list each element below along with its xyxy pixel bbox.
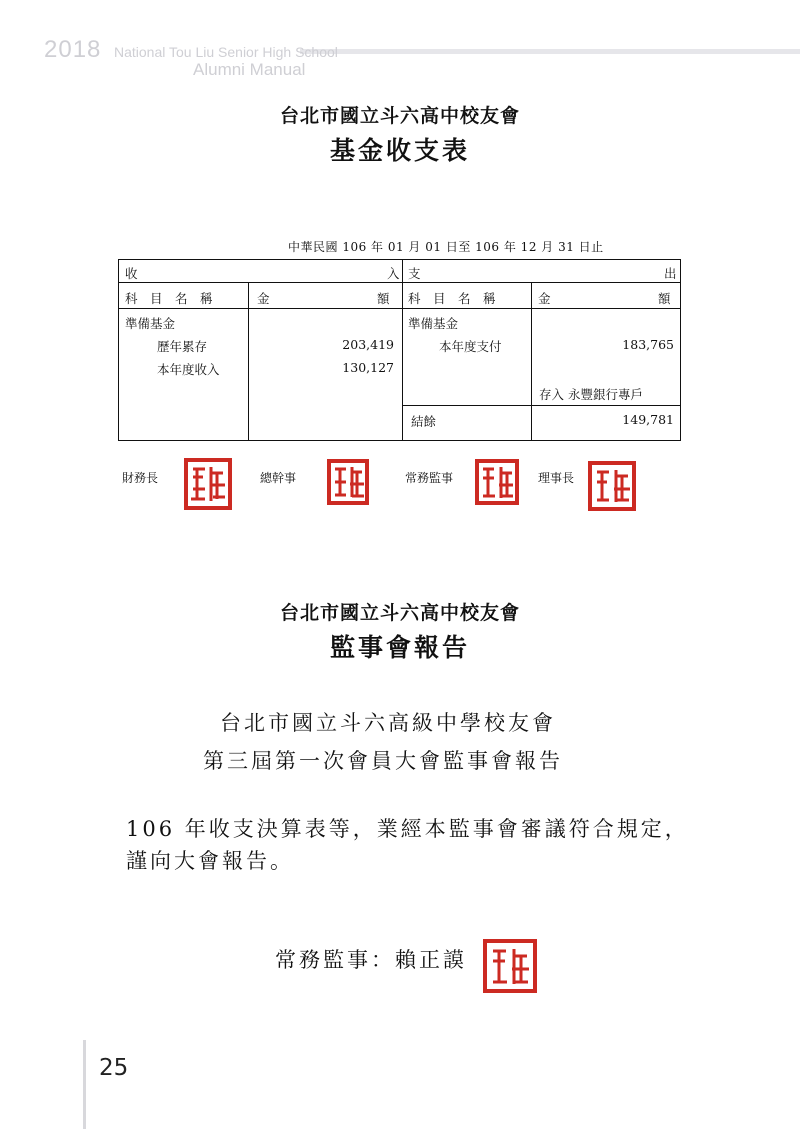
header-school-name: National Tou Liu Senior High School: [114, 44, 338, 60]
income-row-amount: 203,419: [342, 337, 394, 352]
signatory-role: 理事長: [538, 471, 575, 485]
seal-stamp: [587, 460, 637, 512]
seal-stamp: [183, 457, 233, 511]
report-body-line-1: 106 年收支決算表等，業經本監事會審議符合規定，: [126, 817, 689, 841]
deposit-note: 存入 永豐銀行專戶: [539, 387, 643, 402]
statement-period: 中華民國 106 年 01 月 01 日至 106 年 12 月 31 日止: [288, 240, 604, 254]
income-col-amount-right: 額: [377, 291, 390, 306]
expense-col-amount-left: 金: [538, 291, 551, 306]
signatory-role: 常務監事: [405, 471, 454, 485]
signatory-role: 財務長: [122, 471, 159, 485]
income-group-label: 準備基金: [125, 316, 176, 331]
income-col-amount-left: 金: [257, 291, 270, 306]
expense-header-left: 支: [408, 266, 421, 281]
expense-group-label: 準備基金: [408, 316, 459, 331]
income-col-item: 科 目 名 稱: [125, 291, 213, 306]
balance-amount: 149,781: [622, 412, 674, 427]
income-header-left: 收: [125, 266, 138, 281]
page-margin-rule: [83, 1040, 86, 1129]
report-body-line-2: 謹向大會報告。: [126, 849, 294, 873]
report-org: 台北市國立斗六高中校友會: [279, 602, 520, 624]
seal-stamp: [326, 458, 370, 506]
report-heading-line-1: 台北市國立斗六高級中學校友會: [220, 711, 556, 735]
header-year: 2018: [44, 36, 102, 63]
report-title: 監事會報告: [329, 633, 470, 662]
income-row-label: 本年度收入: [157, 362, 220, 377]
expense-row-label: 本年度支付: [439, 339, 502, 354]
income-row-label: 歷年累存: [157, 339, 208, 354]
signatory-role: 總幹事: [260, 471, 297, 485]
seal-stamp: [482, 938, 538, 994]
report-heading-line-2: 第三屆第一次會員大會監事會報告: [203, 749, 563, 773]
expense-col-amount-right: 額: [658, 291, 671, 306]
ledger-table: [118, 259, 681, 441]
header-rule: [300, 49, 800, 54]
income-header-right: 入: [387, 266, 400, 281]
expense-header-right: 出: [664, 266, 677, 281]
page-number: 25: [99, 1055, 129, 1081]
income-row-amount: 130,127: [342, 360, 394, 375]
statement-org: 台北市國立斗六高中校友會: [279, 105, 520, 127]
seal-stamp: [474, 458, 520, 506]
expense-row-amount: 183,765: [622, 337, 674, 352]
report-signer: 常務監事：賴正謨: [275, 948, 467, 972]
header-manual-title: Alumni Manual: [193, 60, 306, 79]
expense-col-item: 科 目 名 稱: [408, 291, 496, 306]
statement-title: 基金收支表: [329, 136, 470, 165]
balance-label: 結餘: [411, 414, 437, 429]
